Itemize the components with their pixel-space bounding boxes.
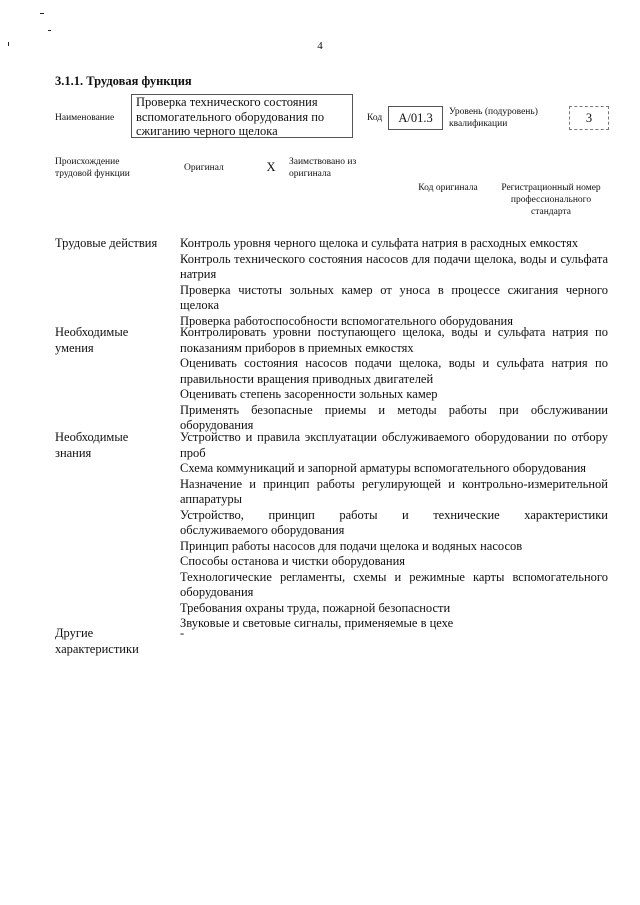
list-item: Звуковые и световые сигналы, применяемые в цехе (180, 616, 454, 630)
function-name-value: Проверка технического состояния вспомогательного оборудования по сжиганию черного щелока (136, 95, 325, 138)
section-content-other (180, 626, 608, 642)
list-item: - (180, 626, 185, 640)
code-original-label: Код оригинала (418, 183, 478, 193)
name-label: Наименование (55, 113, 115, 123)
section-label-actions: Трудовые действия (55, 236, 158, 250)
section-label-skills: Необходимые умения (55, 325, 129, 355)
list-item: Схема коммуникаций и запорной арматуры вспомогательного оборудования (180, 461, 587, 475)
list-item: Контроль технического состояния насосов для подачи щелока, воды и сульфата натрия (180, 251, 608, 281)
list-item: Принцип работы насосов для подачи щелока и водяных насосов (180, 538, 523, 553)
level-box (569, 106, 609, 130)
list-item: Технологические регламенты, схемы и режимные карты вспомогательного оборудования (180, 569, 608, 599)
list-item: Оценивать состояния насосов подачи щелока, воды и сульфата натрия по правильности вращения приводных двигателей (180, 356, 608, 386)
list-item: обслуживаемого оборудования (180, 523, 345, 537)
section-label-knowledge: Необходимые знания (55, 430, 129, 460)
origin-label: Происхождение трудовой функции (55, 157, 130, 179)
function-name-box (131, 94, 353, 138)
level-label: Уровень (подуровень) квалификации (449, 107, 538, 129)
section-content-knowledge (180, 430, 608, 632)
list-item: Проверка работоспособности вспомогательного оборудования (180, 313, 513, 328)
borrowed-label: Заимствовано из оригинала (289, 157, 357, 179)
list-item: Контролировать уровни поступающего щелока, воды и сульфата натрия по показаниям приборов в приемных емкостях (180, 325, 608, 355)
section-title: 3.1.1. Трудовая функция (55, 74, 192, 88)
code-value: А/01.3 (398, 111, 433, 125)
list-item: Проверка чистоты зольных камер от уноса в процессе сжигания черного щелока (180, 282, 608, 312)
list-item: Способы останова и чистки оборудования (180, 554, 406, 568)
original-mark: X (266, 160, 276, 174)
level-value: 3 (585, 111, 593, 125)
list-item: Устройство и правила эксплуатации обслуживаемого оборудовании по отбору проб (180, 430, 608, 460)
original-label: Оригинал (184, 163, 224, 173)
section-label-other: Другие характеристики (55, 626, 139, 656)
list-item: Контроль уровня черного щелока и сульфата натрия в расходных емкостях (180, 236, 579, 250)
scan-mark (40, 13, 44, 14)
reg-number-label: Регистрационный номер профессионального стандарта (501, 183, 601, 217)
section-content-skills (180, 325, 608, 434)
code-label: Код (367, 113, 383, 123)
list-item: Применять безопасные приемы и методы работы при обслуживании оборудования (180, 402, 608, 432)
list-item: Требования охраны труда, пожарной безопасности (180, 600, 451, 615)
page-number: 4 (317, 40, 323, 52)
code-box (388, 106, 443, 130)
original-checkbox (261, 158, 281, 178)
section-content-actions (180, 236, 608, 329)
list-item: Оценивать степень засоренности зольных камер (180, 387, 438, 401)
scan-mark (48, 30, 51, 31)
list-item: Устройство, принцип работы и технические характеристики (180, 507, 608, 522)
list-item: Назначение и принцип работы регулирующей и контрольно-измерительной аппаратуры (180, 476, 608, 506)
